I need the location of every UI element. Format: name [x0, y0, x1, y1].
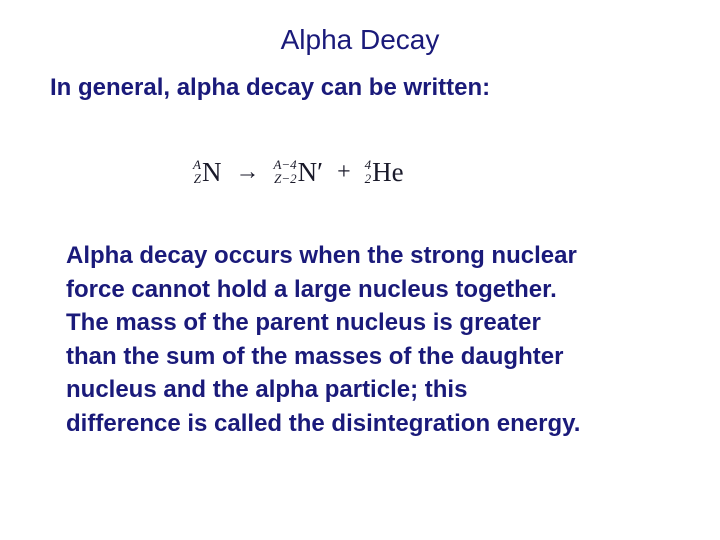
plus-sign: + [337, 158, 351, 185]
parent-symbol: N [201, 157, 222, 187]
parent-scripts [193, 158, 201, 186]
alpha-scripts [365, 158, 372, 186]
body-line: Alpha decay occurs when the strong nuclear [66, 242, 577, 269]
body-line: than the sum of the masses of the daughter [66, 342, 564, 370]
daughter-atomic-number: Z−2 [274, 171, 297, 186]
body-paragraph [66, 239, 706, 441]
alpha-decay-equation [193, 150, 404, 194]
slide-title: Alpha Decay [280, 24, 440, 55]
parent-atomic-number: Z [193, 171, 201, 186]
reaction-arrow: → [235, 158, 260, 185]
daughter-mass-number: A−4 [273, 157, 297, 172]
alpha-symbol: He [372, 157, 404, 187]
daughter-scripts [273, 158, 296, 186]
daughter-symbol: N′ [297, 157, 324, 187]
alpha-mass-number: 4 [364, 157, 372, 172]
alpha-atomic-number: 2 [364, 171, 372, 186]
body-line: difference is called the disintegration energy. [66, 409, 581, 437]
parent-nuclide [193, 157, 221, 187]
daughter-nuclide [273, 157, 323, 187]
parent-mass-number: A [193, 157, 201, 172]
body-line: force cannot hold a large nucleus together. [66, 275, 557, 303]
body-line: The mass of the parent nucleus is greater [66, 309, 541, 337]
body-line: nucleus and the alpha particle; this [66, 376, 468, 404]
slide-subtitle: In general, alpha decay can be written: [50, 74, 491, 101]
alpha-particle [365, 157, 404, 187]
